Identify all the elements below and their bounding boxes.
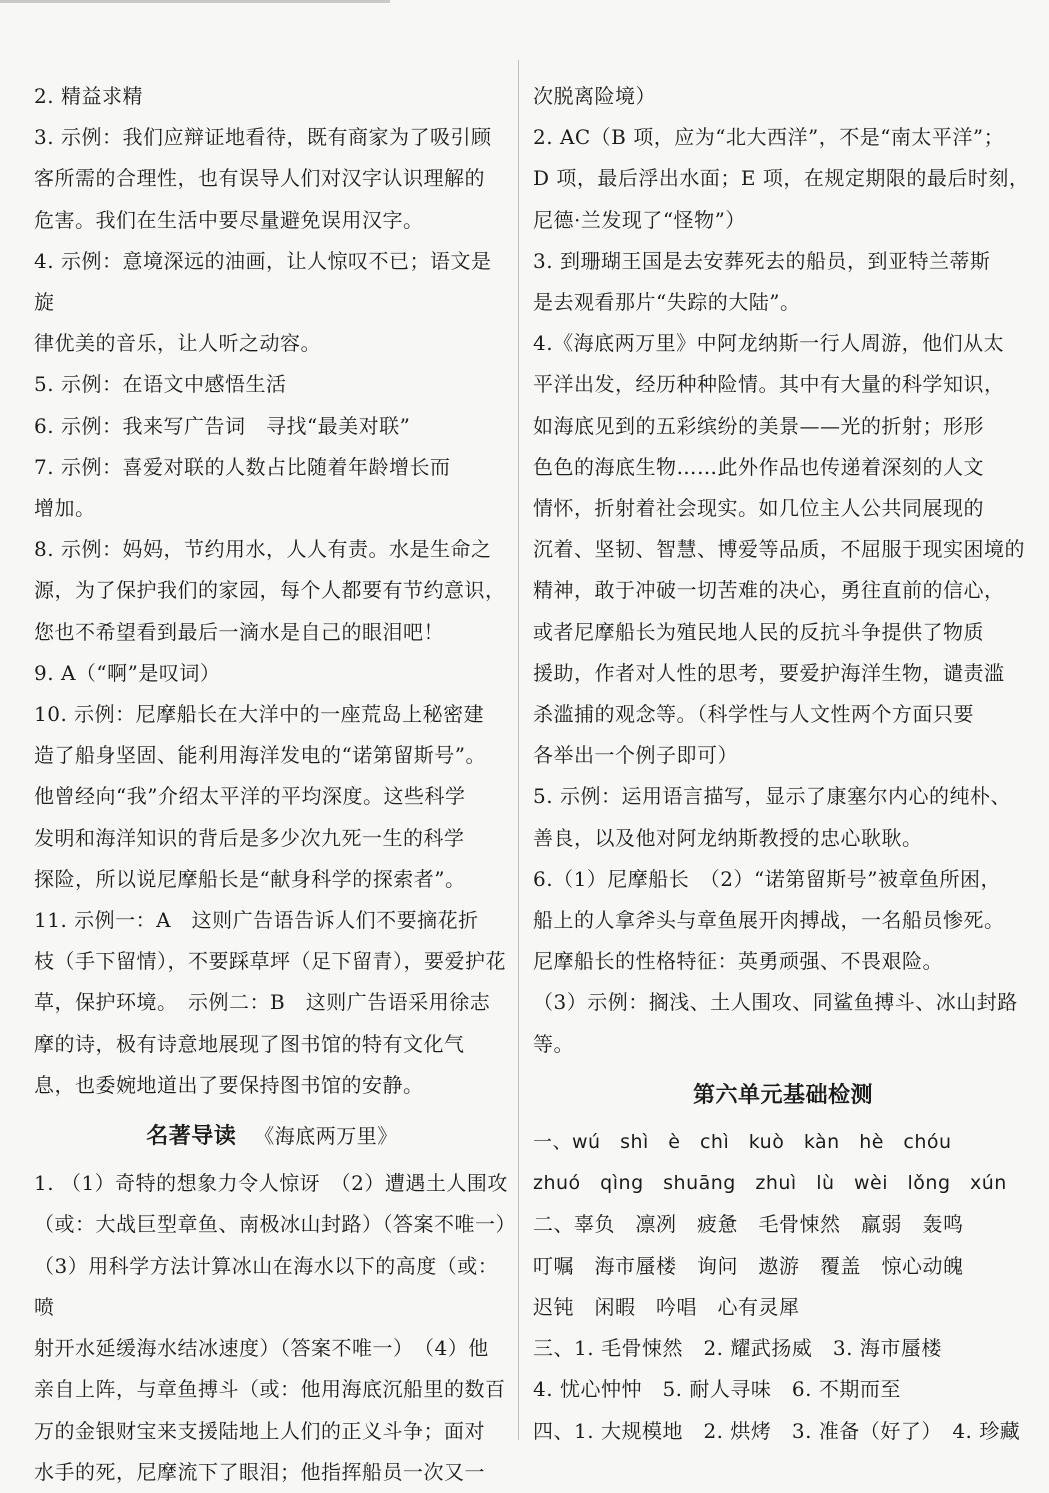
text-line: 色色的海底生物……此外作品也传递着深刻的人文 (533, 454, 984, 479)
text-line: 二、辜负 凛冽 疲惫 毛骨悚然 羸弱 轰鸣 (533, 1212, 964, 1237)
section-heading-classics (34, 1116, 510, 1157)
text-line: 摩的诗，极有诗意地展现了图书馆的特有文化气 (34, 1031, 465, 1056)
text-line: 枝（手下留情），不要踩草坪（足下留青），要爱护花 (34, 949, 506, 974)
text-line: 源，为了保护我们的家园，每个人都要有节约意识， (34, 578, 506, 603)
section-heading-unit6 (533, 1075, 1033, 1116)
pinyin-answers (533, 1122, 1033, 1204)
text-line: 7. 示例：喜爱对联的人数占比随着年龄增长而 (34, 454, 451, 479)
text-line: 一、wú shì è chì kuò kàn hè chóu (533, 1131, 952, 1154)
text-line: 息，也委婉地道出了要保持图书馆的安静。 (34, 1072, 424, 1097)
text-line: 探险，所以说尼摩船长是“献身科学的探索者”。 (34, 866, 466, 891)
text-line: 5. 示例：在语文中感悟生活 (34, 372, 287, 397)
text-line: 如海底见到的五彩缤纷的美景——光的折射；形形 (533, 413, 984, 438)
text-line: 2. 精益求精 (34, 84, 143, 108)
text-line: 是去观看那片“失踪的大陆”。 (533, 290, 801, 315)
text-line: （3）用科学方法计算冰山在海水以下的高度（或：喷 (34, 1253, 499, 1319)
text-line: 发明和海洋知识的背后是多少次九死一生的科学 (34, 825, 465, 850)
text-line: 客所需的合理性，也有误导人们对汉字认识理解的 (34, 166, 485, 191)
text-line: 4.《海底两万里》中阿龙纳斯一行人周游，他们从太 (533, 331, 1005, 356)
text-line: 迟钝 闲暇 吟唱 心有灵犀 (533, 1294, 800, 1319)
text-line: 他曾经向“我”介绍太平洋的平均深度。这些科学 (34, 784, 466, 809)
text-line: 律优美的音乐，让人听之动容。 (34, 331, 321, 356)
text-line: 水手的死，尼摩流下了眼泪；他指挥船员一次又一 (34, 1459, 485, 1484)
text-line: 危害。我们在生活中要尽量避免误用汉字。 (34, 207, 424, 232)
text-line: 您也不希望看到最后一滴水是自己的眼泪吧！ (34, 619, 444, 644)
text-line: 10. 示例：尼摩船长在大洋中的一座荒岛上秘密建 (34, 702, 485, 727)
text-line: 9. A（“啊”是叹词） (34, 660, 221, 685)
text-line: 5. 示例：运用语言描写，显示了康塞尔内心的纯朴、 (533, 784, 1011, 809)
unit-answers (533, 1204, 1033, 1451)
text-line: 草，保护环境。 示例二：B 这则广告语采用徐志 (34, 990, 491, 1015)
text-line: 8. 示例：妈妈，节约用水，人人有责。水是生命之 (34, 537, 492, 562)
section-title: 名著导读 (146, 1124, 237, 1150)
text-line: D 项，最后浮出水面；E 项，在规定期限的最后时刻， (533, 166, 1030, 191)
text-line: 万的金银财宝来支援陆地上人们的正义斗争；面对 (34, 1418, 485, 1443)
text-line: 精神，敢于冲破一切苦难的决心，勇往直前的信心， (533, 578, 1005, 603)
text-line: 亲自上阵，与章鱼搏斗（或：他用海底沉船里的数百 (34, 1377, 506, 1402)
right-column (533, 76, 1033, 1452)
text-line: 善良，以及他对阿龙纳斯教授的忠心耿耿。 (533, 825, 923, 850)
text-line: 3. 示例：我们应辩证地看待，既有商家为了吸引顾 (34, 125, 492, 150)
text-line: 情怀，折射着社会现实。如几位主人公共同展现的 (533, 496, 984, 521)
text-line: 杀滥捕的观念等。（科学性与人文性两个方面只要 (533, 702, 974, 727)
text-line: 或者尼摩船长为殖民地人民的反抗斗争提供了物质 (533, 619, 984, 644)
right-answers (533, 76, 1033, 1065)
text-line: 船上的人拿斧头与章鱼展开肉搏战，一名船员惨死。 (533, 908, 1005, 933)
text-line: 四、1. 大规模地 2. 烘烤 3. 准备（好了） 4. 珍藏 (533, 1418, 1021, 1443)
left-answers (34, 76, 510, 1106)
text-line: 各举出一个例子即可） (533, 743, 738, 768)
text-line: 6.（1）尼摩船长 （2）“诺第留斯号”被章鱼所困， (533, 866, 1001, 891)
text-line: 尼德·兰发现了“怪物”） (533, 207, 746, 232)
column-divider (518, 60, 519, 1440)
text-line: （3）示例：搁浅、土人围攻、同鲨鱼搏斗、冰山封路等。 (533, 990, 1018, 1056)
text-line: 4. 示例：意境深远的油画，让人惊叹不已；语文是旋 (34, 248, 492, 315)
text-line: 援助，作者对人性的思考，要爱护海洋生物，谴责滥 (533, 660, 1005, 685)
unit-title: 第六单元基础检测 (692, 1082, 873, 1108)
section-subtitle: 《海底两万里》 (254, 1124, 398, 1149)
text-line: 11. 示例一：A 这则广告语告诉人们不要摘花折 (34, 908, 479, 933)
text-line: 2. AC（B 项，应为“北大西洋”，不是“南太平洋”； (533, 125, 1005, 150)
text-line: zhuó qìng shuāng zhuì lù wèi lǒng xún (533, 1172, 1007, 1195)
text-line: 增加。 (34, 496, 96, 521)
text-line: 3. 到珊瑚王国是去安葬死去的船员，到亚特兰蒂斯 (533, 248, 991, 273)
classics-answers (34, 1163, 516, 1493)
text-line: 射开水延缓海水结冰速度）（答案不唯一） （4）他 (34, 1336, 489, 1361)
text-line: 三、1. 毛骨悚然 2. 耀武扬威 3. 海市蜃楼 (533, 1336, 942, 1361)
text-line: 沉着、坚韧、智慧、博爱等品质，不屈服于现实困境的 (533, 537, 1025, 562)
top-scan-line (0, 0, 390, 3)
text-line: 平洋出发，经历种种险情。其中有大量的科学知识， (533, 372, 1005, 397)
left-column (34, 76, 516, 1493)
text-line: 次脱离险境） (533, 84, 656, 108)
text-line: （或：大战巨型章鱼、南极冰山封路）（答案不唯一） (34, 1212, 516, 1237)
text-line: 4. 忧心忡忡 5. 耐人寻味 6. 不期而至 (533, 1377, 901, 1402)
text-line: 叮嘱 海市蜃楼 询问 遨游 覆盖 惊心动魄 (533, 1253, 964, 1278)
text-line: 尼摩船长的性格特征：英勇顽强、不畏艰险。 (533, 949, 943, 974)
text-line: 6. 示例：我来写广告词 寻找“最美对联” (34, 413, 411, 438)
text-line: 1. （1）奇特的想象力令人惊讶 （2）遭遇土人围攻 (34, 1171, 508, 1196)
text-line: 造了船身坚固、能利用海洋发电的“诺第留斯号”。 (34, 743, 486, 768)
